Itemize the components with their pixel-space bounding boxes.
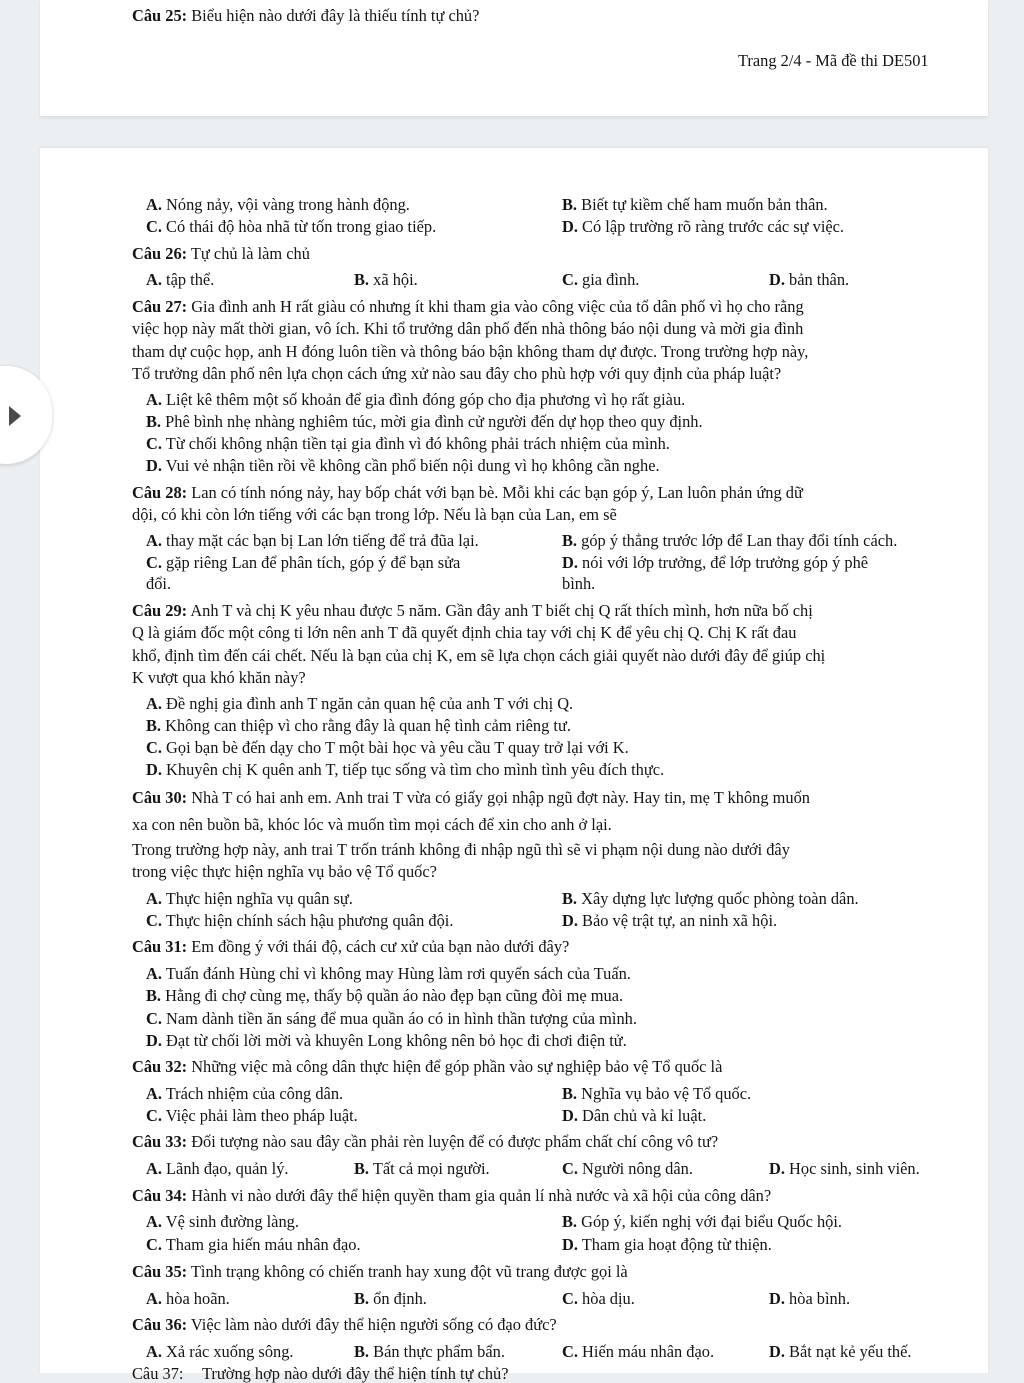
q31-option-c: C. Nam dành tiền ăn sáng để mua quần áo có in hình thần tượng của mình. [146, 1009, 637, 1028]
q29-option-c: C. Gọi bạn bè đến dạy cho T một bài học và yêu cầu T quay trở lại với K. [146, 738, 629, 757]
q30-option-a: A. Thực hiện nghĩa vụ quân sự. [146, 889, 353, 908]
q36-option-b: B. Bán thực phẩm bẩn. [354, 1342, 505, 1361]
q29-option-d: D. Khuyên chị K quên anh T, tiếp tục sống và tìm cho mình tình yêu đích thực. [146, 760, 665, 779]
q28-option-a: A. thay mặt các bạn bị Lan lớn tiếng để trả đũa lại. [146, 531, 479, 550]
q27-option-d: D. Vui vẻ nhận tiền rồi về không cần phổ biến nội dung vì họ không cần nghe. [146, 456, 660, 475]
q32-option-a: A. Trách nhiệm của công dân. [146, 1084, 344, 1103]
question-36: Câu 36: Việc làm nào dưới đây thể hiện người sống có đạo đức? [132, 1315, 557, 1334]
question-30-line: Trong trường hợp này, anh trai T trốn tránh không đi nhập ngũ thì sẽ vi phạm nội dung nào dưới đây [132, 840, 790, 859]
q33-option-c: C. Người nông dân. [562, 1159, 693, 1178]
q36-option-d: D. Bắt nạt kẻ yếu thế. [769, 1342, 912, 1361]
q31-option-d: D. Đạt từ chối lời mời và khuyên Long không nên bỏ học đi chơi điện tử. [146, 1031, 627, 1050]
q27-option-c: C. Từ chối không nhận tiền tại gia đình vì đó không phải trách nhiệm của mình. [146, 434, 670, 453]
question-25: Câu 25: Biểu hiện nào dưới đây là thiếu tính tự chủ? [132, 6, 480, 25]
q28-option-b: B. góp ý thẳng trước lớp để Lan thay đổi tính cách. [562, 531, 898, 550]
q33-option-b: B. Tất cả mọi người. [354, 1159, 490, 1178]
question-30: Câu 30: Nhà T có hai anh em. Anh trai T vừa có giấy gọi nhập ngũ đợt này. Hay tin, mẹ T không muốn [132, 788, 810, 807]
q35-option-b: B. ổn định. [354, 1289, 427, 1308]
q26-option-b: B. xã hội. [354, 270, 418, 289]
q34-option-a: A. Vệ sinh đường làng. [146, 1212, 299, 1231]
question-33: Câu 33: Đối tượng nào sau đây cần phải rèn luyện để có được phẩm chất chí công vô tư? [132, 1132, 719, 1151]
question-29-line: Q là giám đốc một công ti lớn nên anh T đã quyết định chia tay với chị K để yêu chị Q. Chị K rất đau [132, 623, 797, 642]
question-35: Câu 35: Tình trạng không có chiến tranh hay xung đột vũ trang được gọi là [132, 1262, 628, 1281]
q34-option-d: D. Tham gia hoạt động từ thiện. [562, 1235, 772, 1254]
q35-option-a: A. hòa hoãn. [146, 1289, 230, 1308]
question-29-line: K vượt qua khó khăn này? [132, 668, 306, 687]
question-37-cutoff [132, 1364, 692, 1383]
question-27-line: Tổ trưởng dân phố nên lựa chọn cách ứng xử nào sau đây cho phù hợp với quy định của pháp luật? [132, 364, 782, 383]
page-footer: Trang 2/4 - Mã đề thi DE501 [738, 51, 929, 70]
q27-option-b: B. Phê bình nhẹ nhàng nghiêm túc, mời gia đình cử người đến dự họp theo quy định. [146, 412, 703, 431]
q25-option-a: A. Nóng nảy, vội vàng trong hành động. [146, 195, 410, 214]
q26-option-a: A. tập thể. [146, 270, 215, 289]
q33-option-d: D. Học sinh, sinh viên. [769, 1159, 920, 1178]
q31-option-b: B. Hằng đi chợ cùng mẹ, thấy bộ quần áo nào đẹp bạn cũng đòi mẹ mua. [146, 986, 624, 1005]
question-29-line: khổ, định tìm đến cái chết. Nếu là bạn của chị K, em sẽ lựa chọn cách giải quyết nào dưới đây để giúp chị [132, 646, 826, 665]
question-27: Câu 27: Gia đình anh H rất giàu có nhưng ít khi tham gia vào công việc của tổ dân phố vì họ cho rằng [132, 297, 804, 316]
q33-option-a: A. Lãnh đạo, quản lý. [146, 1159, 289, 1178]
q25-option-b: B. Biết tự kiềm chế ham muốn bản thân. [562, 195, 828, 214]
q25-option-c: C. Có thái độ hòa nhã từ tốn trong giao tiếp. [146, 217, 437, 236]
q35-option-c: C. hòa dịu. [562, 1289, 635, 1308]
q36-option-c: C. Hiến máu nhân đạo. [562, 1342, 715, 1361]
q34-option-c: C. Tham gia hiến máu nhân đạo. [146, 1235, 361, 1254]
q32-option-b: B. Nghĩa vụ bảo vệ Tổ quốc. [562, 1084, 752, 1103]
q29-option-a: A. Đề nghị gia đình anh T ngăn cản quan hệ của anh T với chị Q. [146, 694, 574, 713]
play-icon[interactable] [9, 406, 21, 426]
question-26: Câu 26: Tự chủ là làm chủ [132, 244, 310, 263]
question-28: Câu 28: Lan có tính nóng nảy, hay bốp chát với bạn bè. Mỗi khi các bạn góp ý, Lan luôn phản ứng dữ [132, 483, 803, 502]
question-31: Câu 31: Em đồng ý với thái độ, cách cư xử của bạn nào dưới đây? [132, 937, 570, 956]
question-27-line: tham dự cuộc họp, anh H đóng luôn tiền và thông báo bận không tham dự được. Trong trường hợp này, [132, 342, 809, 361]
q25-option-d: D. Có lập trường rõ ràng trước các sự việc. [562, 217, 845, 236]
q28-option-c-cont: đổi. [146, 574, 172, 593]
question-34: Câu 34: Hành vi nào dưới đây thể hiện quyền tham gia quản lí nhà nước và xã hội của công dân? [132, 1186, 772, 1205]
q34-option-b: B. Góp ý, kiến nghị với đại biểu Quốc hội. [562, 1212, 843, 1231]
q27-option-a: A. Liệt kê thêm một số khoản để gia đình đóng góp cho địa phương vì họ rất giàu. [146, 390, 686, 409]
q30-option-c: C. Thực hiện chính sách hậu phương quân đội. [146, 911, 454, 930]
q28-option-c: C. gặp riêng Lan để phân tích, góp ý để bạn sửa [146, 553, 461, 572]
q26-option-c: C. gia đình. [562, 270, 640, 289]
question-28-line: dội, có khi còn lớn tiếng với các bạn trong lớp. Nếu là bạn của Lan, em sẽ [132, 505, 617, 524]
q32-option-d: D. Dân chủ và kỉ luật. [562, 1106, 707, 1125]
q36-option-a: A. Xả rác xuống sông. [146, 1342, 294, 1361]
question-30-line: trong việc thực hiện nghĩa vụ bảo vệ Tổ quốc? [132, 862, 437, 881]
q30-option-b: B. Xây dựng lực lượng quốc phòng toàn dân. [562, 889, 859, 908]
q26-option-d: D. bản thân. [769, 270, 850, 289]
q30-option-d: D. Bảo vệ trật tự, an ninh xã hội. [562, 911, 778, 930]
question-30-line: xa con nên buồn bã, khóc lóc và muốn tìm mọi cách để xin cho anh ở lại. [132, 815, 612, 834]
q29-option-b: B. Không can thiệp vì cho rằng đây là quan hệ tình cảm riêng tư. [146, 716, 571, 735]
question-27-line: việc họp này mất thời gian, vô ích. Khi tổ trưởng dân phố đến nhà thông báo nội dung và mời gia đình [132, 319, 804, 338]
question-37-text: Trường hợp nào dưới đây thể hiện tính tự chủ? [202, 1364, 509, 1383]
q28-option-d: D. nói với lớp trưởng, để lớp trưởng góp ý phê [562, 553, 869, 572]
question-32: Câu 32: Những việc mà công dân thực hiện để góp phần vào sự nghiệp bảo vệ Tổ quốc là [132, 1057, 723, 1076]
q28-option-d-cont: bình. [562, 574, 596, 593]
q32-option-c: C. Việc phải làm theo pháp luật. [146, 1106, 358, 1125]
q31-option-a: A. Tuấn đánh Hùng chỉ vì không may Hùng làm rơi quyển sách của Tuấn. [146, 964, 631, 983]
q35-option-d: D. hòa bình. [769, 1289, 851, 1308]
question-29: Câu 29: Anh T và chị K yêu nhau được 5 năm. Gần đây anh T biết chị Q rất thích mình, hơn nữa bố chị [132, 601, 813, 620]
question-37-num: Câu 37: [132, 1364, 184, 1383]
